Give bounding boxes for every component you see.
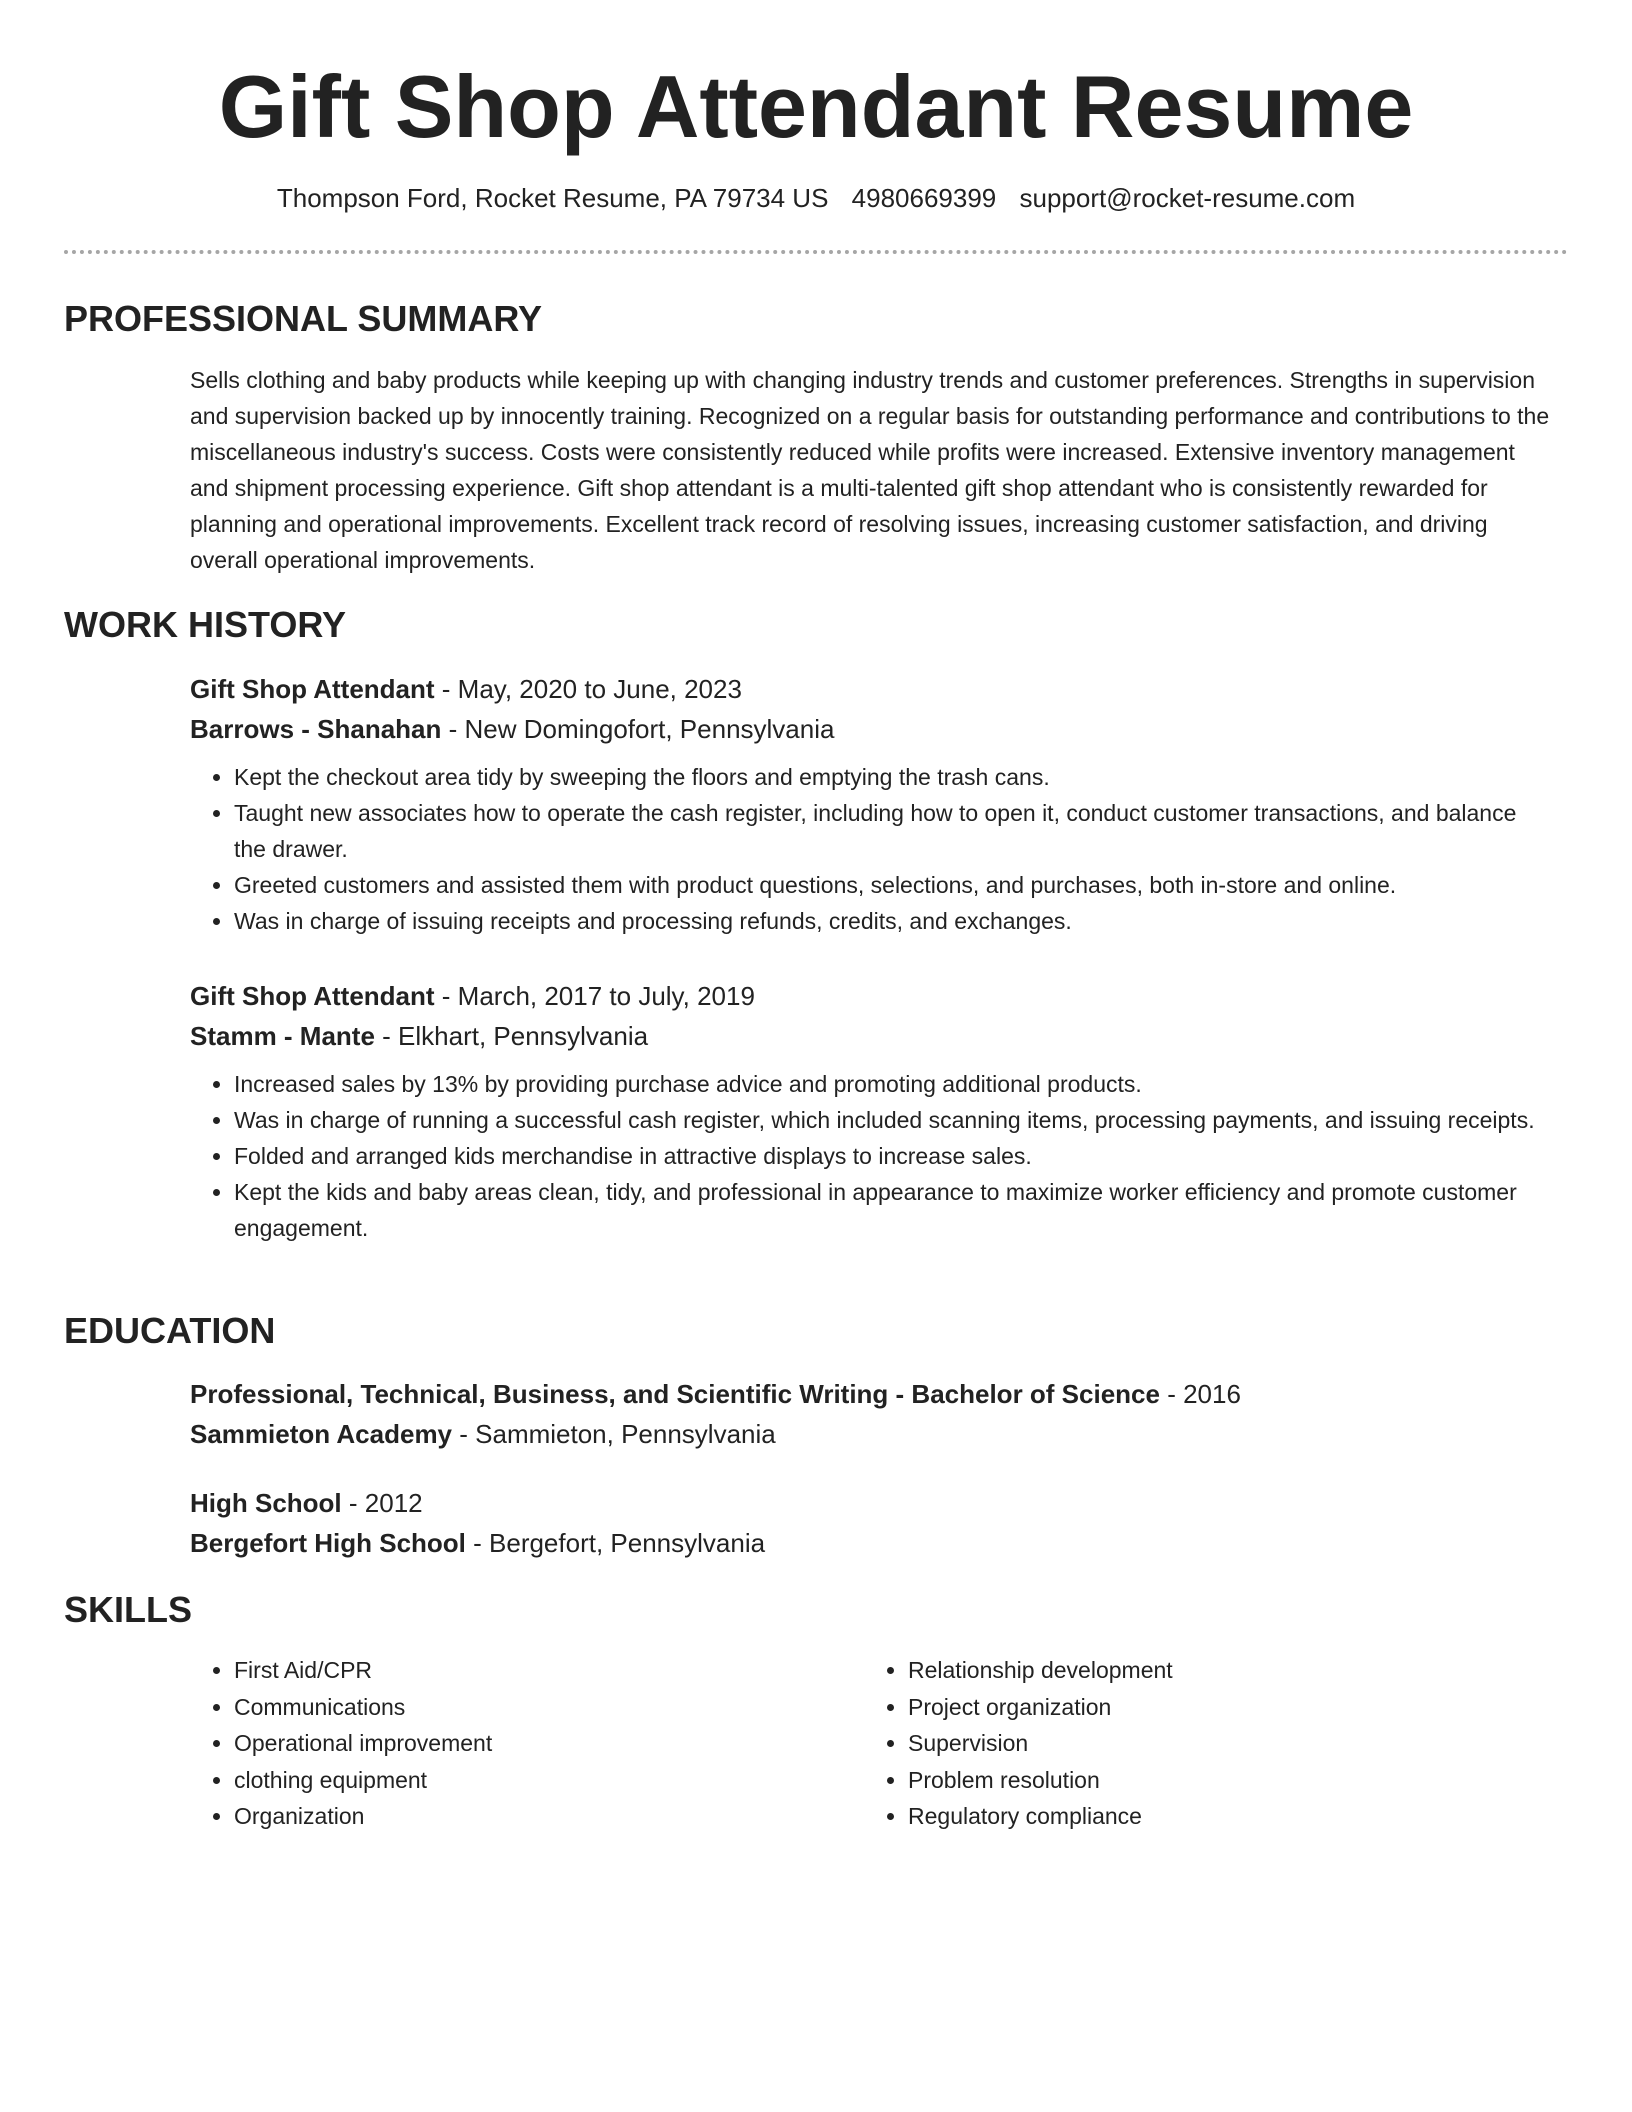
job-company-line (190, 1016, 1550, 1056)
job-company: Barrows - Shanahan (190, 714, 442, 744)
skills-list (190, 1652, 790, 1835)
degree-year: - 2012 (341, 1488, 423, 1518)
job-company-line (190, 709, 1550, 749)
job-title: Gift Shop Attendant (190, 981, 435, 1011)
job-dates: - May, 2020 to June, 2023 (434, 674, 742, 704)
job-title-line (190, 669, 1550, 709)
degree: Professional, Technical, Business, and Scientific Writing - Bachelor of Science (190, 1379, 1160, 1409)
school-line (190, 1523, 1550, 1563)
school: Bergefort High School (190, 1528, 466, 1558)
job-company: Stamm - Mante (190, 1021, 375, 1051)
skill-item: • Organization (234, 1798, 790, 1835)
school-location: - Sammieton, Pennsylvania (452, 1419, 776, 1449)
job-bullets (190, 759, 1550, 939)
resume-title: Gift Shop Attendant Resume (218, 57, 1414, 156)
skill-item: • Problem resolution (908, 1762, 1464, 1799)
skill-item: • Supervision (908, 1725, 1464, 1762)
skill-item: • First Aid/CPR (234, 1652, 790, 1689)
school-line (190, 1414, 1550, 1454)
job-location: - New Domingofort, Pennsylvania (441, 714, 835, 744)
skills-list (864, 1652, 1464, 1835)
skill-item: • Operational improvement (234, 1725, 790, 1762)
summary-text: Sells clothing and baby products while keeping up with changing industry trends and customer preferences. Strengths in supervision and supervision backed up by innocently training. Recognized on a regular basis for outstanding performance and contributions to the miscellaneous industry's success. Costs were consistently reduced while profits were increased. Extensive inventory management and shipment processing experience. Gift shop attendant is a multi-talented gift shop attendant who is consistently rewarded for planning and operational improvements. Excellent track record of resolving issues, increasing customer satisfaction, and driving overall operational improvements. (190, 367, 1550, 573)
work-entry (190, 669, 1550, 939)
school-location: - Bergefort, Pennsylvania (465, 1528, 766, 1558)
list-item: • Kept the checkout area tidy by sweeping the floors and emptying the trash cans. (234, 759, 1550, 795)
job-title-line (190, 976, 1550, 1016)
education-entry (190, 1374, 1550, 1454)
contact-email: support@rocket-resume.com (1019, 183, 1356, 213)
summary-block (190, 362, 1550, 578)
degree: High School (190, 1488, 342, 1518)
list-item: • Was in charge of running a successful cash register, which included scanning items, processing payments, and issuing receipts. (234, 1102, 1550, 1138)
skills-column-left (190, 1652, 790, 1835)
list-item: • Taught new associates how to operate the cash register, including how to open it, conduct customer transactions, and balance the drawer. (234, 795, 1550, 867)
summary-heading: PROFESSIONAL SUMMARY (64, 298, 543, 339)
list-item: • Greeted customers and assisted them with product questions, selections, and purchases, both in-store and online. (234, 867, 1550, 903)
contact-address: Thompson Ford, Rocket Resume, PA 79734 US (276, 183, 829, 213)
degree-line (190, 1374, 1550, 1414)
job-location: - Elkhart, Pennsylvania (374, 1021, 649, 1051)
contact-phone: 4980669399 (851, 183, 997, 213)
header-divider (64, 250, 1568, 254)
school: Sammieton Academy (190, 1419, 453, 1449)
education-heading: EDUCATION (64, 1310, 276, 1351)
degree-line (190, 1483, 1550, 1523)
list-item: • Folded and arranged kids merchandise in attractive displays to increase sales. (234, 1138, 1550, 1174)
job-dates: - March, 2017 to July, 2019 (434, 981, 755, 1011)
skill-item: • Regulatory compliance (908, 1798, 1464, 1835)
skills-block (190, 1652, 1550, 1842)
skill-item: • clothing equipment (234, 1762, 790, 1799)
skills-heading: SKILLS (64, 1589, 193, 1630)
list-item: • Increased sales by 13% by providing purchase advice and promoting additional products. (234, 1066, 1550, 1102)
skills-column-right (864, 1652, 1464, 1835)
education-entry (190, 1483, 1550, 1563)
list-item: • Kept the kids and baby areas clean, tidy, and professional in appearance to maximize worker efficiency and promote customer engagement. (234, 1174, 1550, 1246)
degree-year: - 2016 (1159, 1379, 1241, 1409)
work-entry (190, 976, 1550, 1246)
job-title: Gift Shop Attendant (190, 674, 435, 704)
skill-item: • Project organization (908, 1689, 1464, 1726)
job-bullets (190, 1066, 1550, 1246)
skill-item: • Communications (234, 1689, 790, 1726)
work-heading: WORK HISTORY (64, 604, 347, 645)
list-item: • Was in charge of issuing receipts and processing refunds, credits, and exchanges. (234, 903, 1550, 939)
skill-item: • Relationship development (908, 1652, 1464, 1689)
contact-line (0, 180, 1632, 216)
